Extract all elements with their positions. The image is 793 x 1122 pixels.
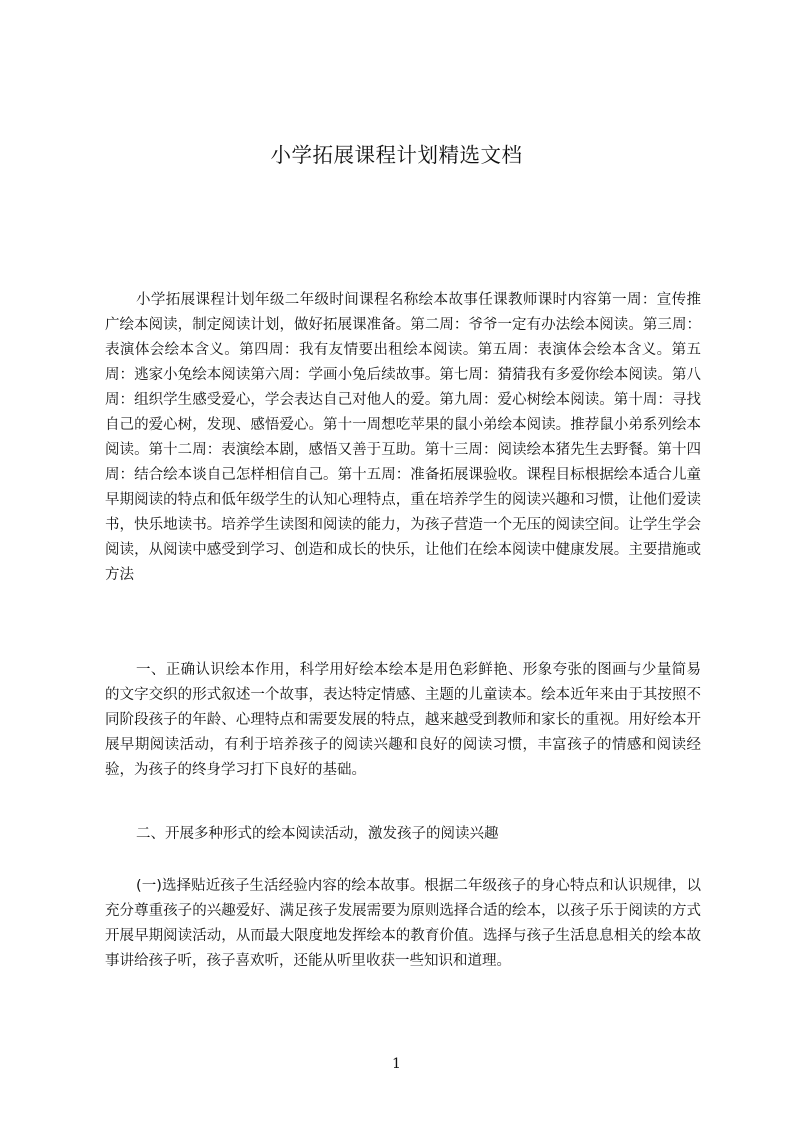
paragraph-section-one: 一、正确认识绘本作用，科学用好绘本绘本是用色彩鲜艳、形象夸张的图画与少量简易的文字交织的形式叙述一个故事，表达特定情感、主题的儿童读本。绘本近年来由于其按照不同阶段孩子的年龄、心理特点和需要发展的特点，越来越受到教师和家长的重视。用好绘本开展早期阅读活动，有利于培养孩子的阅读兴趣和良好的阅读习惯，丰富孩子的情感和阅读经验，为孩子的终身学习打下良好的基础。 xyxy=(105,662,701,778)
document-title: 小学拓展课程计划精选文档 xyxy=(270,143,523,167)
paragraph-section-two-heading: 二、开展多种形式的绘本阅读活动，激发孩子的阅读兴趣 xyxy=(136,826,499,842)
page-number: 1 xyxy=(392,1056,401,1072)
paragraph-subsection-one: (一)选择贴近孩子生活经验内容的绘本故事。根据二年级孩子的身心特点和认识规律，以充分尊重孩子的兴趣爱好、满足孩子发展需要为原则选择合适的绘本，以孩子乐于阅读的方式开展早期阅读活动，从而最大限度地发挥绘本的教育价值。选择与孩子生活息息相关的绘本故事讲给孩子听，孩子喜欢听，还能从听里收获一些知识和道理。 xyxy=(105,878,701,969)
paragraph-course-plan: 小学拓展课程计划年级二年级时间课程名称绘本故事任课教师课时内容第一周：宣传推广绘本阅读，制定阅读计划，做好拓展课准备。第二周：爷爷一定有办法绘本阅读。第三周：表演体会绘本含义。第四周：我有友情要出租绘本阅读。第五周：表演体会绘本含义。第五周：逃家小兔绘本阅读第六周：学画小兔后续故事。第七周：猜猜我有多爱你绘本阅读。第八周：组织学生感受爱心，学会表达自己对他人的爱。第九周：爱心树绘本阅读。第十周：寻找自己的爱心树，发现、感悟爱心。第十一周想吃苹果的鼠小弟绘本阅读。推荐鼠小弟系列绘本阅读。第十二周：表演绘本剧，感悟又善于互助。第十三周：阅读绘本猪先生去野餐。第十四周：结合绘本谈自己怎样相信自己。第十五周：准备拓展课验收。课程目标根据绘本适合儿童早期阅读的特点和低年级学生的认知心理特点，重在培养学生的阅读兴趣和习惯，让他们爱读书，快乐地读书。培养学生读图和阅读的能力，为孩子营造一个无压的阅读空间。让学生学会阅读，从阅读中感受到学习、创造和成长的快乐，让他们在绘本阅读中健康发展。主要措施或方法 xyxy=(105,292,701,583)
